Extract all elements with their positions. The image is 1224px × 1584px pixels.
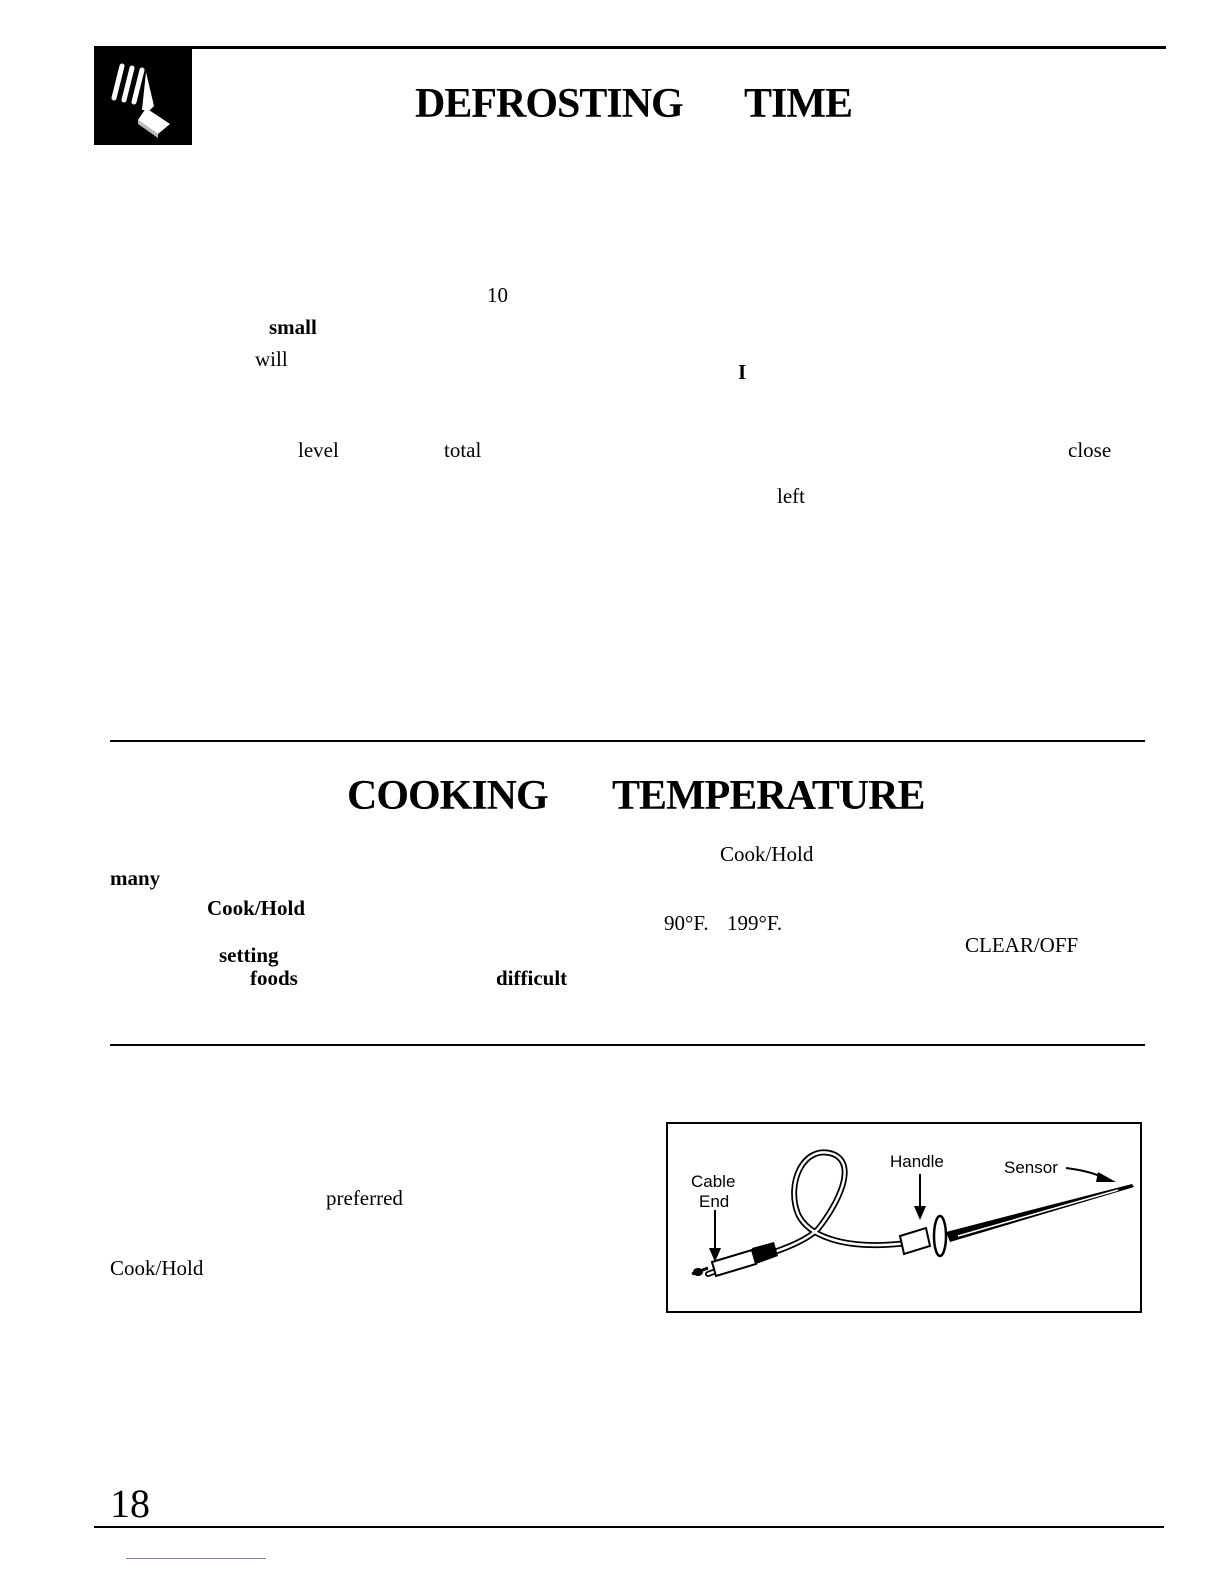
footer-rule (94, 1526, 1164, 1528)
label-sensor: Sensor (1004, 1158, 1058, 1177)
defrost-text-small: small (269, 315, 317, 339)
defrost-text-left: left (777, 484, 805, 508)
probe-handle (900, 1216, 946, 1256)
defrost-text-total: total (444, 438, 482, 462)
header-rule (94, 46, 1166, 49)
cooking-text-setting: setting (219, 943, 279, 967)
cooking-text-clear-off: CLEAR/OFF (965, 933, 1079, 957)
section-divider-1 (110, 740, 1145, 742)
defrost-text-will: will (255, 347, 288, 371)
cooking-text-difficult: difficult (496, 966, 568, 990)
sensor-shaft (946, 1184, 1134, 1242)
hand-pointer-icon (94, 48, 192, 145)
page-title-defrosting: DEFROSTING (415, 81, 683, 127)
label-handle: Handle (890, 1152, 944, 1171)
label-cable: Cable (691, 1172, 736, 1191)
cooking-text-90f: 90°F. (664, 911, 709, 935)
footer-accent-line (126, 1558, 266, 1559)
cooking-text-foods: foods (250, 966, 298, 990)
cable-end-plug (692, 1242, 778, 1276)
page-number: 18 (110, 1481, 150, 1526)
temperature-probe-figure (666, 1122, 1142, 1313)
page-title-time: TIME (744, 81, 853, 127)
defrost-text-level: level (298, 438, 339, 462)
cooking-text-cookhold-right: Cook/Hold (720, 842, 814, 866)
cooking-text-many: many (110, 866, 161, 890)
defrost-text-10: 10 (487, 283, 508, 307)
cooking-text-199f: 199°F. (727, 911, 783, 935)
probe-text-preferred: preferred (326, 1186, 403, 1210)
defrost-text-i: I (738, 360, 747, 384)
probe-text-cookhold: Cook/Hold (110, 1256, 204, 1280)
label-end: End (699, 1192, 730, 1211)
cooking-text-cookhold: Cook/Hold (207, 896, 306, 920)
hand-press-logo (94, 48, 192, 145)
defrost-text-close: close (1068, 438, 1112, 462)
section-divider-2 (110, 1044, 1145, 1046)
section-title-cooking: COOKING (347, 773, 548, 819)
section-title-temperature: TEMPERATURE (612, 773, 925, 819)
